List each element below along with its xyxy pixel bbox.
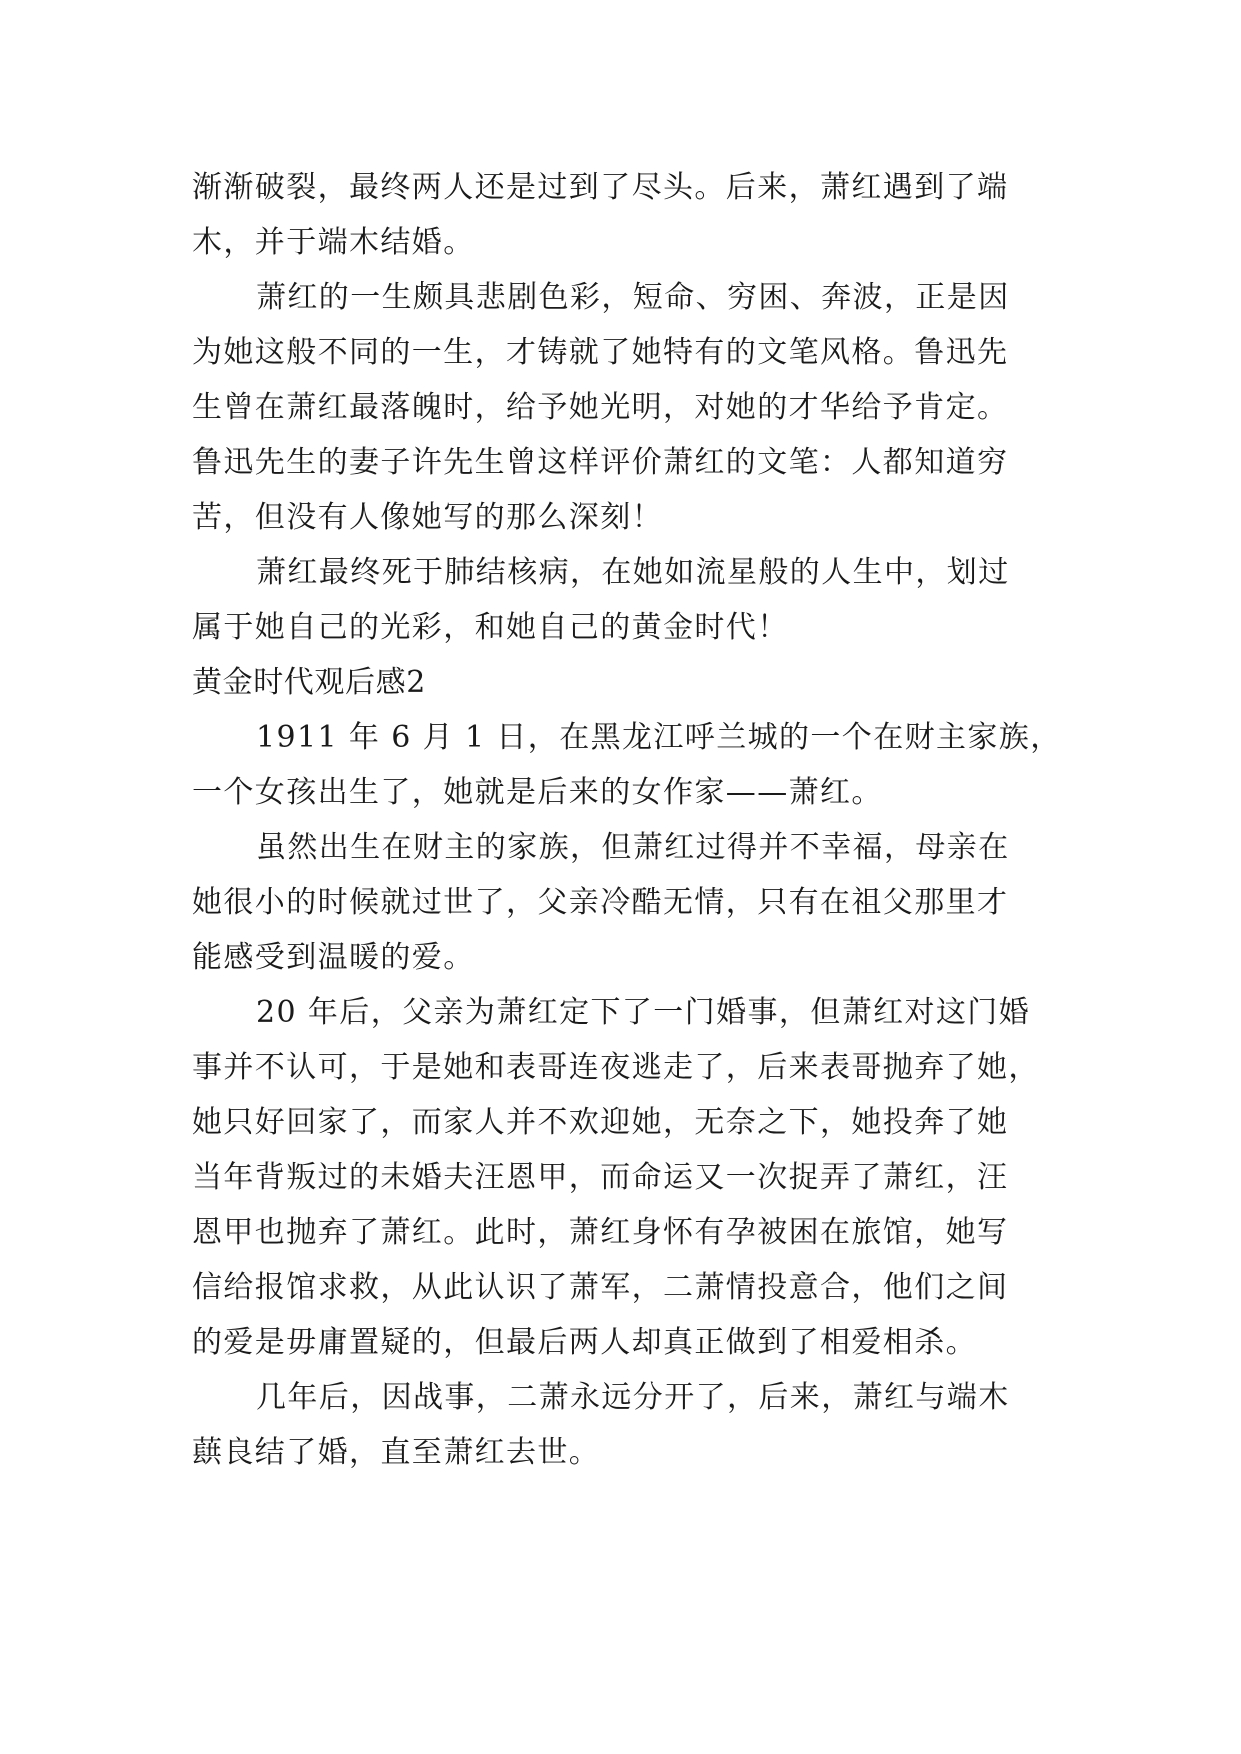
text-line: 苦，但没有人像她写的那么深刻！ — [192, 500, 663, 535]
text-line: 1911 年 6 月 1 日，在黑龙江呼兰城的一个在财主家族， — [256, 720, 1062, 755]
text-line: 为她这般不同的一生，才铸就了她特有的文笔风格。鲁迅先 — [192, 335, 1009, 370]
text-line: 木，并于端木结婚。 — [192, 225, 475, 260]
text-line: 信给报馆求救，从此认识了萧军，二萧情投意合，他们之间 — [192, 1270, 1009, 1305]
text-line: 当年背叛过的未婚夫汪恩甲，而命运又一次捉弄了萧红，汪 — [192, 1160, 1009, 1195]
text-line: 事并不认可，于是她和表哥连夜逃走了，后来表哥抛弃了她， — [192, 1050, 1040, 1085]
text-line: 她很小的时候就过世了，父亲冷酷无情，只有在祖父那里才 — [192, 885, 1009, 920]
document-body — [192, 160, 1062, 1480]
text-line: 属于她自己的光彩，和她自己的黄金时代！ — [192, 610, 789, 645]
text-line: 的爱是毋庸置疑的，但最后两人却真正做到了相爱相杀。 — [192, 1325, 977, 1360]
paragraph — [192, 545, 1062, 655]
text-line: 蕻良结了婚，直至萧红去世。 — [192, 1435, 601, 1470]
text-line: 渐渐破裂，最终两人还是过到了尽头。后来，萧红遇到了端 — [192, 170, 1009, 205]
section-title: 黄金时代观后感2 — [192, 665, 426, 700]
paragraph — [192, 270, 1062, 545]
text-line: 能感受到温暖的爱。 — [192, 940, 475, 975]
paragraph — [192, 820, 1062, 985]
paragraph — [192, 1370, 1062, 1480]
paragraph — [192, 985, 1062, 1370]
text-line: 一个女孩出生了，她就是后来的女作家——萧红。 — [192, 775, 883, 810]
paragraph — [192, 710, 1062, 820]
section-heading — [192, 655, 1062, 710]
text-line: 萧红最终死于肺结核病，在她如流星般的人生中，划过 — [256, 555, 1010, 590]
text-line: 几年后，因战事，二萧永远分开了，后来，萧红与端木 — [256, 1380, 1010, 1415]
text-line: 萧红的一生颇具悲剧色彩，短命、穷困、奔波，正是因 — [256, 280, 1010, 315]
text-line: 生曾在萧红最落魄时，给予她光明，对她的才华给予肯定。 — [192, 390, 1009, 425]
text-line: 虽然出生在财主的家族，但萧红过得并不幸福，母亲在 — [256, 830, 1010, 865]
paragraph-continuation — [192, 160, 1062, 270]
text-line: 恩甲也抛弃了萧红。此时，萧红身怀有孕被困在旅馆，她写 — [192, 1215, 1009, 1250]
text-line: 鲁迅先生的妻子许先生曾这样评价萧红的文笔：人都知道穷 — [192, 445, 1009, 480]
text-line: 她只好回家了，而家人并不欢迎她，无奈之下，她投奔了她 — [192, 1105, 1009, 1140]
text-line: 20 年后，父亲为萧红定下了一门婚事，但萧红对这门婚 — [256, 995, 1031, 1030]
